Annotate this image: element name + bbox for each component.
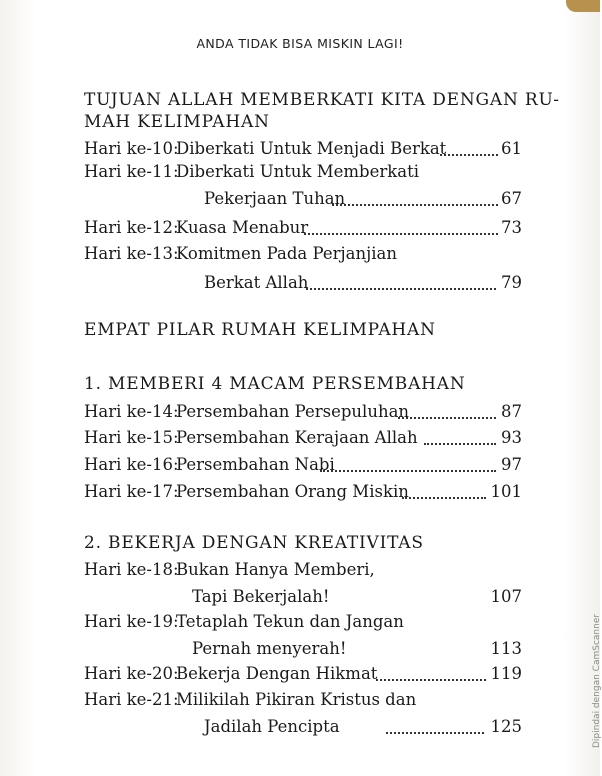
toc-entry-title: Kuasa Menabur (176, 218, 309, 237)
toc-entry-day-label: Hari ke-12: (84, 218, 179, 237)
toc-entry-day-17[interactable] (84, 482, 522, 504)
toc-entry-day-16[interactable] (84, 455, 522, 477)
dot-leader (424, 440, 496, 445)
toc-entry-title-continued: Jadilah Pencipta (204, 717, 340, 736)
toc-entry-day-label: Hari ke-14: (84, 402, 179, 421)
toc-entry-title: Persembahan Nabi (176, 455, 335, 474)
section-title-tujuan-line2: MAH KELIMPAHAN (84, 112, 270, 132)
toc-entry-title: Komitmen Pada Perjanjian (176, 244, 397, 263)
toc-entry-page-number: 93 (501, 428, 522, 447)
toc-entry-day-20[interactable] (84, 664, 522, 686)
toc-entry-page-number: 101 (490, 482, 522, 501)
toc-entry-day-label: Hari ke-16: (84, 455, 179, 474)
toc-entry-title-continued: Pernah menyerah! (192, 639, 347, 658)
toc-entry-title: Persembahan Persepuluhan (176, 402, 410, 421)
toc-entry-day-label: Hari ke-17: (84, 482, 179, 501)
toc-entry-day-label: Hari ke-20: (84, 664, 179, 683)
page-corner-mark (566, 0, 600, 12)
toc-entry-page-number: 125 (490, 717, 522, 736)
toc-entry-page-number: 119 (490, 664, 522, 683)
toc-entry-day-label: Hari ke-11: (84, 162, 179, 181)
toc-entry-page-number: 67 (501, 189, 522, 208)
dot-leader (398, 414, 496, 419)
section-title-memberi: 1. MEMBERI 4 MACAM PERSEMBAHAN (84, 374, 466, 394)
toc-entry-day-18[interactable] (84, 560, 522, 608)
scanner-watermark (580, 578, 602, 748)
toc-entry-page-number: 97 (501, 455, 522, 474)
toc-entry-title: Bukan Hanya Memberi, (176, 560, 375, 579)
toc-entry-page-number: 73 (501, 218, 522, 237)
running-header: ANDA TIDAK BISA MISKIN LAGI! (196, 36, 404, 51)
toc-entry-page-number: 61 (501, 139, 522, 158)
toc-entry-day-label: Hari ke-21: (84, 690, 179, 709)
toc-entry-title: Bekerja Dengan Hikmat (176, 664, 378, 683)
section-title-tujuan-line1: TUJUAN ALLAH MEMBERKATI KITA DENGAN RU- (84, 90, 560, 110)
toc-entry-day-19[interactable] (84, 612, 522, 660)
dot-leader (304, 230, 498, 235)
toc-entry-day-label: Hari ke-13: (84, 244, 179, 263)
dot-leader (306, 285, 496, 290)
dot-leader (386, 729, 484, 734)
toc-entry-title-continued: Pekerjaan Tuhan (204, 189, 346, 208)
toc-entry-day-12[interactable] (84, 218, 522, 240)
toc-entry-title: Persembahan Kerajaan Allah (176, 428, 418, 447)
dot-leader (332, 201, 498, 206)
dot-leader (376, 676, 486, 681)
toc-entry-title: Tetaplah Tekun dan Jangan (176, 612, 404, 631)
dot-leader (320, 467, 496, 472)
dot-leader (440, 151, 498, 156)
toc-entry-page-number: 87 (501, 402, 522, 421)
toc-entry-title: Milikilah Pikiran Kristus dan (176, 690, 417, 709)
dot-leader (402, 494, 486, 499)
toc-entry-page-number: 107 (490, 587, 522, 606)
toc-entry-page-number: 113 (490, 639, 522, 658)
toc-entry-day-15[interactable] (84, 428, 522, 450)
toc-entry-day-11[interactable] (84, 162, 522, 210)
toc-entry-title-continued: Berkat Allah (204, 273, 309, 292)
toc-entry-page-number: 79 (501, 273, 522, 292)
toc-entry-title: Diberkati Untuk Memberkati (176, 162, 420, 181)
toc-entry-title: Diberkati Untuk Menjadi Berkat (176, 139, 447, 158)
scanner-watermark-text: Dipindai dengan CamScanner (592, 613, 602, 748)
toc-entry-day-14[interactable] (84, 402, 522, 424)
section-title-empat-pilar: EMPAT PILAR RUMAH KELIMPAHAN (84, 320, 436, 340)
toc-entry-day-label: Hari ke-10: (84, 139, 179, 158)
toc-entry-day-label: Hari ke-15: (84, 428, 179, 447)
toc-entry-title-continued: Tapi Bekerjalah! (192, 587, 330, 606)
toc-entry-day-label: Hari ke-18: (84, 560, 179, 579)
section-title-bekerja: 2. BEKERJA DENGAN KREATIVITAS (84, 533, 424, 553)
toc-entry-day-21[interactable] (84, 690, 522, 738)
toc-entry-day-13[interactable] (84, 244, 522, 292)
toc-entry-day-10[interactable] (84, 139, 522, 161)
toc-entry-day-label: Hari ke-19: (84, 612, 179, 631)
toc-entry-title: Persembahan Orang Miskin (176, 482, 409, 501)
